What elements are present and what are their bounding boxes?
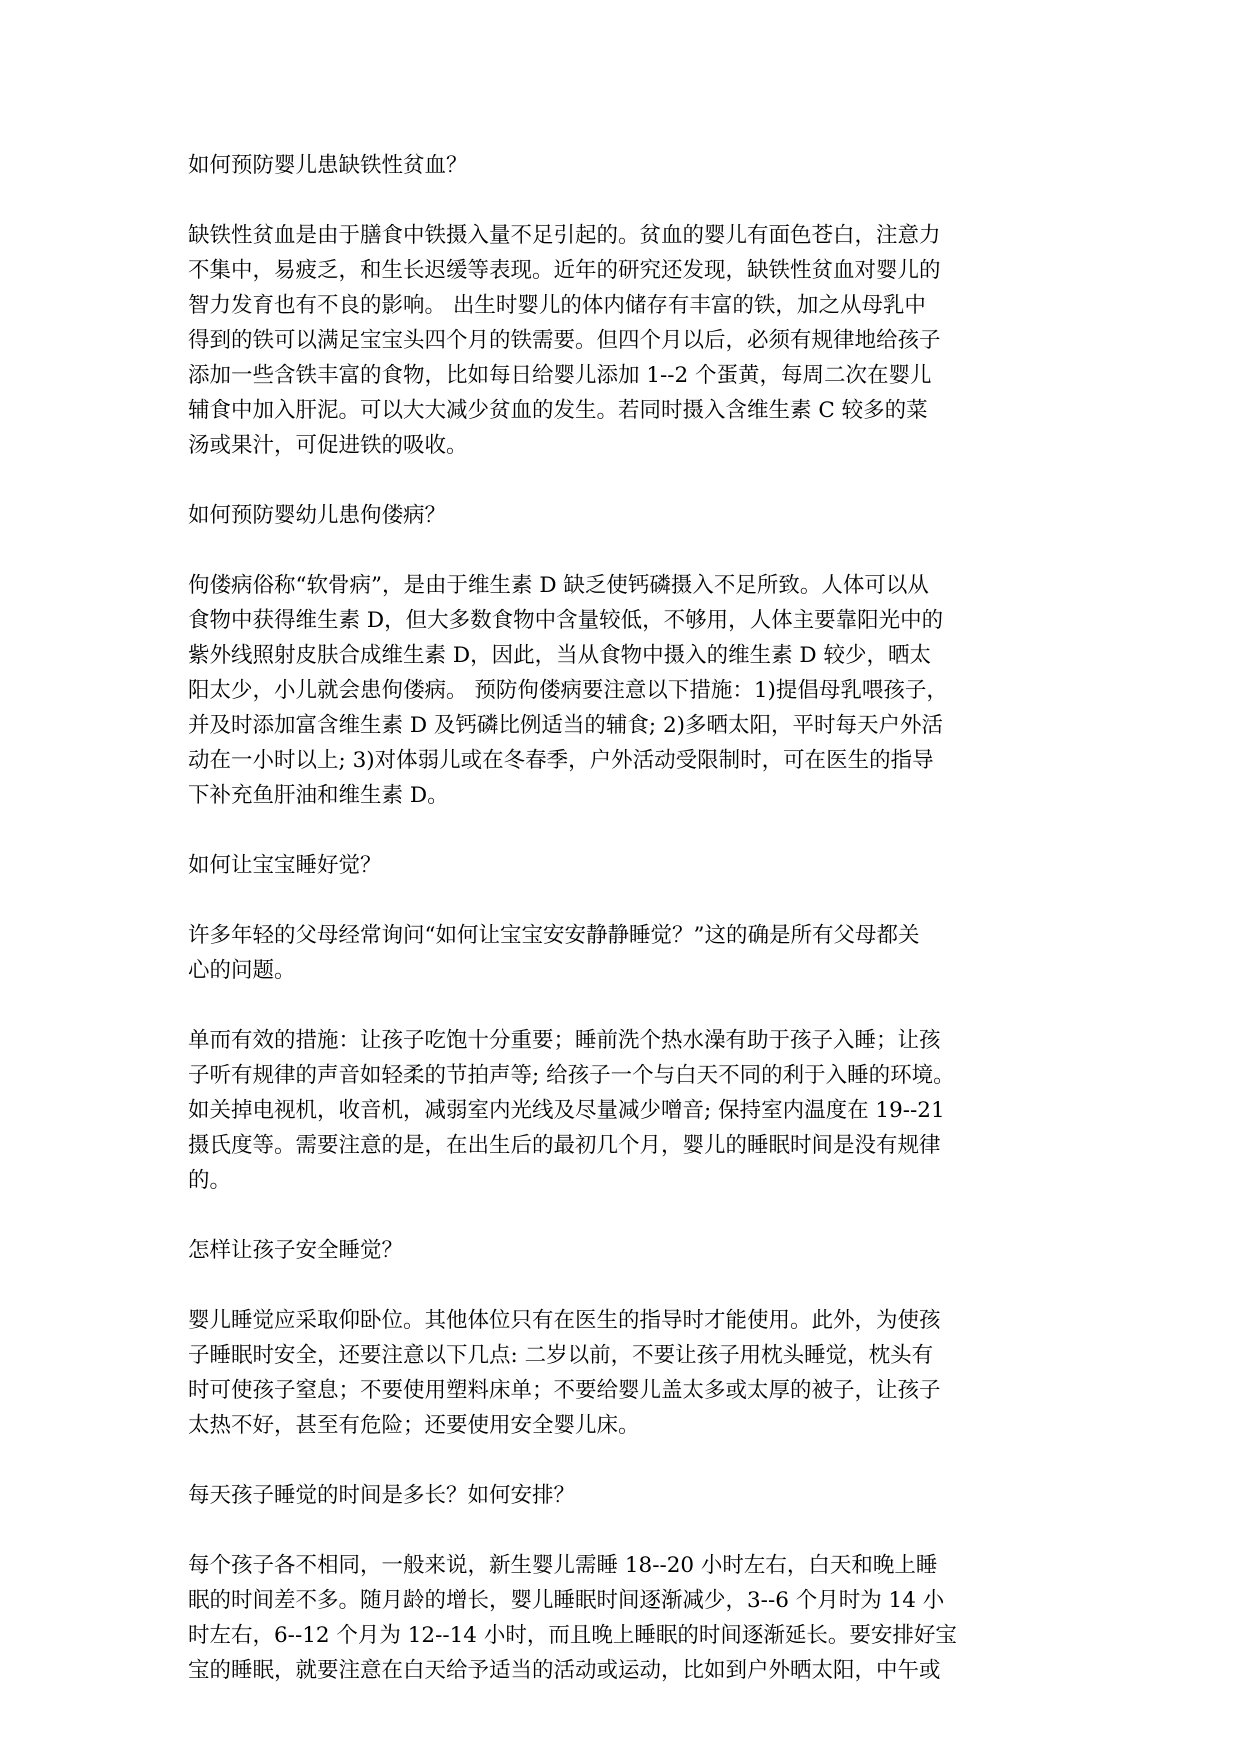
section-heading: 如何预防婴幼儿患佝偻病？ <box>188 503 447 528</box>
section-heading: 如何预防婴儿患缺铁性贫血？ <box>188 153 468 178</box>
section-paragraph: 缺铁性贫血是由于膳食中铁摄入量不足引起的。贫血的婴儿有面色苍白，注意力 不集中，易疲乏，和生长迟缓等表现。近年的研究还发现，缺铁性贫血对婴儿的 智力发育也有不良的影响。 出生时婴儿的体内储存有丰富的铁，加之从母乳中 得到的铁可以满足宝宝头四个月的铁需要。但四个月以后，必须有规律地给孩子 添加一些含铁丰富的食物，比如每日给婴儿添加 1--2 个蛋黄，每周二次在婴儿 辅食中加入肝泥。可以大大减少贫血的发生。若同时摄入含维生素 C 较多的菜 汤或果汁，可促进铁的吸收。 <box>188 223 941 458</box>
document-body <box>188 148 1068 1723</box>
section-heading: 每天孩子睡觉的时间是多长？如何安排？ <box>188 1483 576 1508</box>
section-paragraph: 单而有效的措施：让孩子吃饱十分重要；睡前洗个热水澡有助于孩子入睡；让孩 子听有规律的声音如轻柔的节拍声等; 给孩子一个与白天不同的利于入睡的环境。 如关掉电视机，收音机，减弱室内光线及尽量减少噌音; 保持室内温度在 19--21 摄氏度等。需要注意的是，在出生后的最初几个月，婴儿的睡眠时间是没有规律 的。 <box>188 1028 955 1193</box>
section-paragraph: 佝偻病俗称“软骨病”，是由于维生素 D 缺乏使钙磷摄入不足所致。人体可以从 食物中获得维生素 D，但大多数食物中含量较低，不够用，人体主要靠阳光中的 紫外线照射皮肤合成维生素 D，因此，当从食物中摄入的维生素 D 较少，晒太 阳太少，小儿就会患佝偻病。 预防佝偻病要注意以下措施：1)提倡母乳喂孩子， 并及时添加富含维生素 D 及钙磷比例适当的辅食; 2)多晒太阳，平时每天户外活 动在一小时以上; 3)对体弱儿或在冬春季，户外活动受限制时，可在医生的指导 下补充鱼肝油和维生素 D。 <box>188 573 948 808</box>
section-heading: 如何让宝宝睡好觉？ <box>188 853 382 878</box>
section-paragraph: 许多年轻的父母经常询问“如何让宝宝安安静静睡觉？”这的确是所有父母都关 心的问题。 <box>188 923 920 983</box>
section-paragraph: 每个孩子各不相同，一般来说，新生婴儿需睡 18--20 小时左右，白天和晚上睡 眠的时间差不多。随月龄的增长，婴儿睡眠时间逐渐减少，3--6 个月时为 14 小 时左右，6--12 个月为 12--14 小时，而且晚上睡眠的时间逐渐延长。要安排好宝 宝的睡眠，就要注意在白天给予适当的活动或运动，比如到户外晒太阳，中午或 <box>188 1553 957 1683</box>
section-paragraph: 婴儿睡觉应采取仰卧位。其他体位只有在医生的指导时才能使用。此外，为使孩 子睡眠时安全，还要注意以下几点: 二岁以前，不要让孩子用枕头睡觉，枕头有 时可使孩子窒息；不要使用塑料床单；不要给婴儿盖太多或太厚的被子，让孩子 太热不好，甚至有危险；还要使用安全婴儿床。 <box>188 1308 941 1438</box>
section-heading: 怎样让孩子安全睡觉？ <box>188 1238 404 1263</box>
